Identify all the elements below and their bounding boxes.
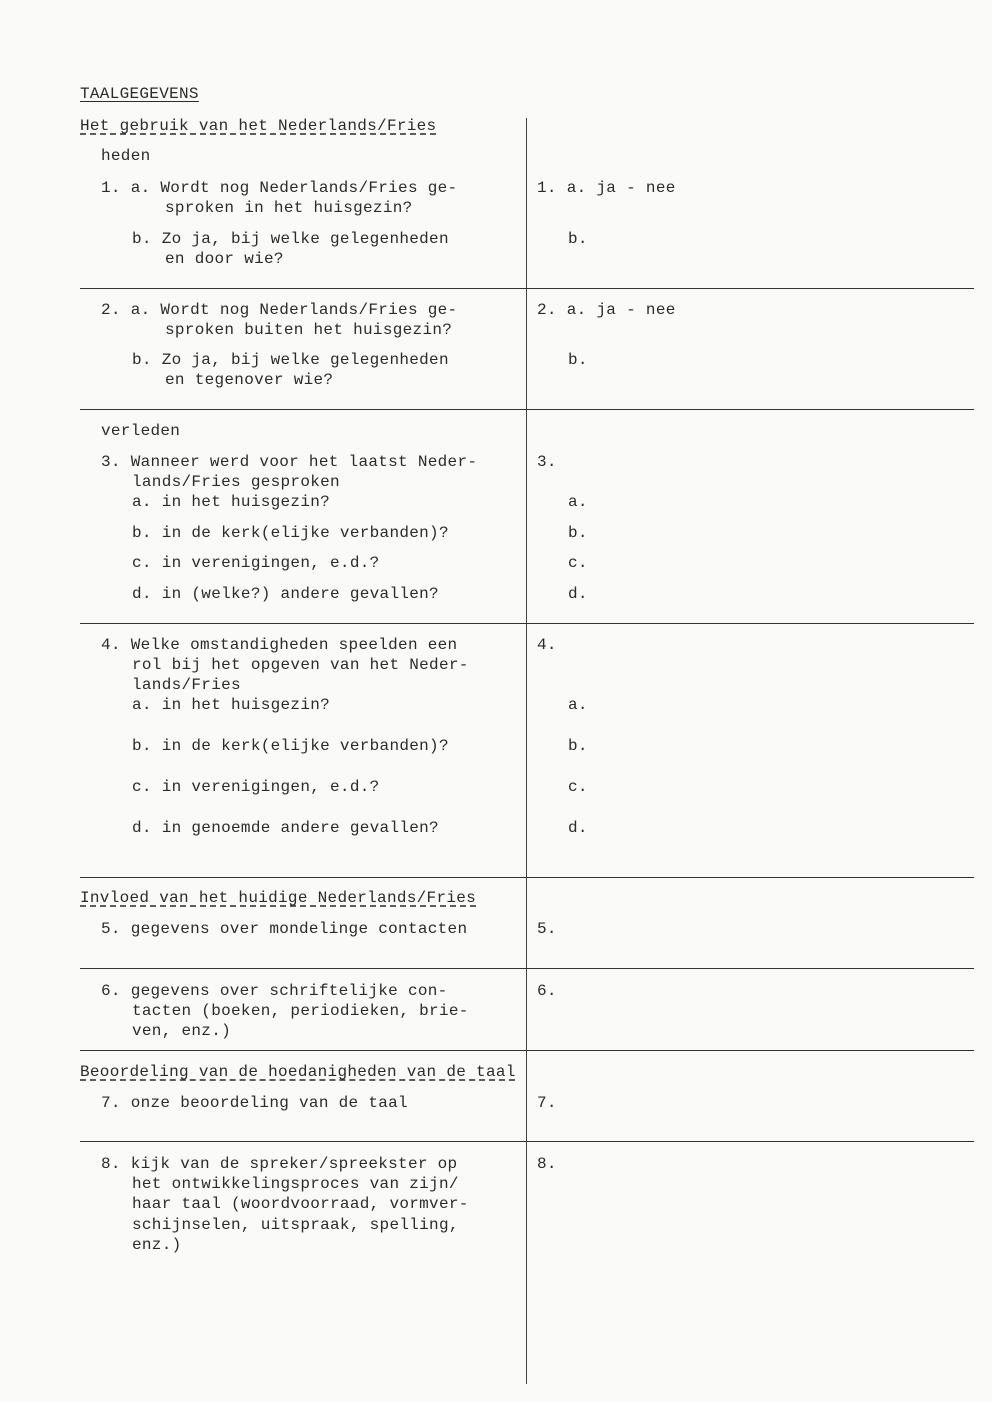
column-divider bbox=[526, 118, 527, 1384]
answer-8: 8. bbox=[537, 1155, 557, 1173]
row-divider bbox=[80, 288, 974, 289]
answer-4d: d. bbox=[568, 819, 588, 837]
question-2b-line1: b. Zo ja, bij welke gelegenheden bbox=[132, 351, 449, 369]
answer-5: 5. bbox=[537, 920, 557, 938]
question-1b-line2: en door wie? bbox=[165, 250, 284, 268]
section-heading-invloed: Invloed van het huidige Nederlands/Fries bbox=[80, 889, 477, 907]
answer-2a: 2. a. ja - nee bbox=[537, 301, 676, 319]
question-3-line2: lands/Fries gesproken bbox=[132, 473, 340, 491]
row-divider bbox=[80, 968, 974, 969]
question-3d: d. in (welke?) andere gevallen? bbox=[132, 585, 439, 603]
row-divider bbox=[80, 877, 974, 878]
subheading-heden: heden bbox=[101, 147, 151, 165]
question-4-line3: lands/Fries bbox=[132, 676, 241, 694]
question-1a-line2: sproken in het huisgezin? bbox=[165, 199, 413, 217]
answer-7: 7. bbox=[537, 1094, 557, 1112]
answer-1b: b. bbox=[568, 230, 588, 248]
row-divider bbox=[80, 409, 974, 410]
question-8-line1: 8. kijk van de spreker/spreekster op bbox=[101, 1155, 458, 1173]
question-2b-line2: en tegenover wie? bbox=[165, 371, 334, 389]
question-4-line1: 4. Welke omstandigheden speelden een bbox=[101, 636, 458, 654]
question-3-line1: 3. Wanneer werd voor het laatst Neder- bbox=[101, 453, 478, 471]
question-4d: d. in genoemde andere gevallen? bbox=[132, 819, 439, 837]
subheading-verleden: verleden bbox=[101, 422, 181, 440]
answer-3a: a. bbox=[568, 493, 588, 511]
question-4a: a. in het huisgezin? bbox=[132, 696, 331, 714]
question-3a: a. in het huisgezin? bbox=[132, 493, 331, 511]
question-8-line4: schijnselen, uitspraak, spelling, bbox=[132, 1216, 459, 1234]
answer-6: 6. bbox=[537, 982, 557, 1000]
question-1a-line1: 1. a. Wordt nog Nederlands/Fries ge- bbox=[101, 179, 458, 197]
answer-4a: a. bbox=[568, 696, 588, 714]
answer-3c: c. bbox=[568, 554, 588, 572]
row-divider bbox=[80, 623, 974, 624]
question-8-line2: het ontwikkelingsproces van zijn/ bbox=[132, 1175, 459, 1193]
answer-1a: 1. a. ja - nee bbox=[537, 179, 676, 197]
answer-3b: b. bbox=[568, 524, 588, 542]
answer-3: 3. bbox=[537, 453, 557, 471]
question-2a-line2: sproken buiten het huisgezin? bbox=[165, 321, 453, 339]
answer-4b: b. bbox=[568, 737, 588, 755]
question-3c: c. in verenigingen, e.d.? bbox=[132, 554, 380, 572]
question-8-line3: haar taal (woordvoorraad, vormver- bbox=[132, 1195, 469, 1213]
section-heading-gebruik: Het gebruik van het Nederlands/Fries bbox=[80, 117, 437, 135]
answer-3d: d. bbox=[568, 585, 588, 603]
answer-2b: b. bbox=[568, 351, 588, 369]
question-6-line3: ven, enz.) bbox=[132, 1022, 232, 1040]
question-5: 5. gegevens over mondelinge contacten bbox=[101, 920, 468, 938]
question-6-line1: 6. gegevens over schriftelijke con- bbox=[101, 982, 448, 1000]
section-heading-beoordeling: Beoordeling van de hoedanigheden van de taal bbox=[80, 1063, 516, 1081]
question-3b: b. in de kerk(elijke verbanden)? bbox=[132, 524, 449, 542]
question-4-line2: rol bij het opgeven van het Neder- bbox=[132, 656, 469, 674]
row-divider bbox=[80, 1141, 974, 1142]
question-4b: b. in de kerk(elijke verbanden)? bbox=[132, 737, 449, 755]
question-6-line2: tacten (boeken, periodieken, brie- bbox=[132, 1002, 469, 1020]
question-7: 7. onze beoordeling van de taal bbox=[101, 1094, 408, 1112]
row-divider bbox=[80, 1050, 974, 1051]
answer-4: 4. bbox=[537, 636, 557, 654]
question-4c: c. in verenigingen, e.d.? bbox=[132, 778, 380, 796]
question-1b-line1: b. Zo ja, bij welke gelegenheden bbox=[132, 230, 449, 248]
question-2a-line1: 2. a. Wordt nog Nederlands/Fries ge- bbox=[101, 301, 458, 319]
question-8-line5: enz.) bbox=[132, 1236, 182, 1254]
page-title: TAALGEGEVENS bbox=[80, 85, 199, 103]
answer-4c: c. bbox=[568, 778, 588, 796]
